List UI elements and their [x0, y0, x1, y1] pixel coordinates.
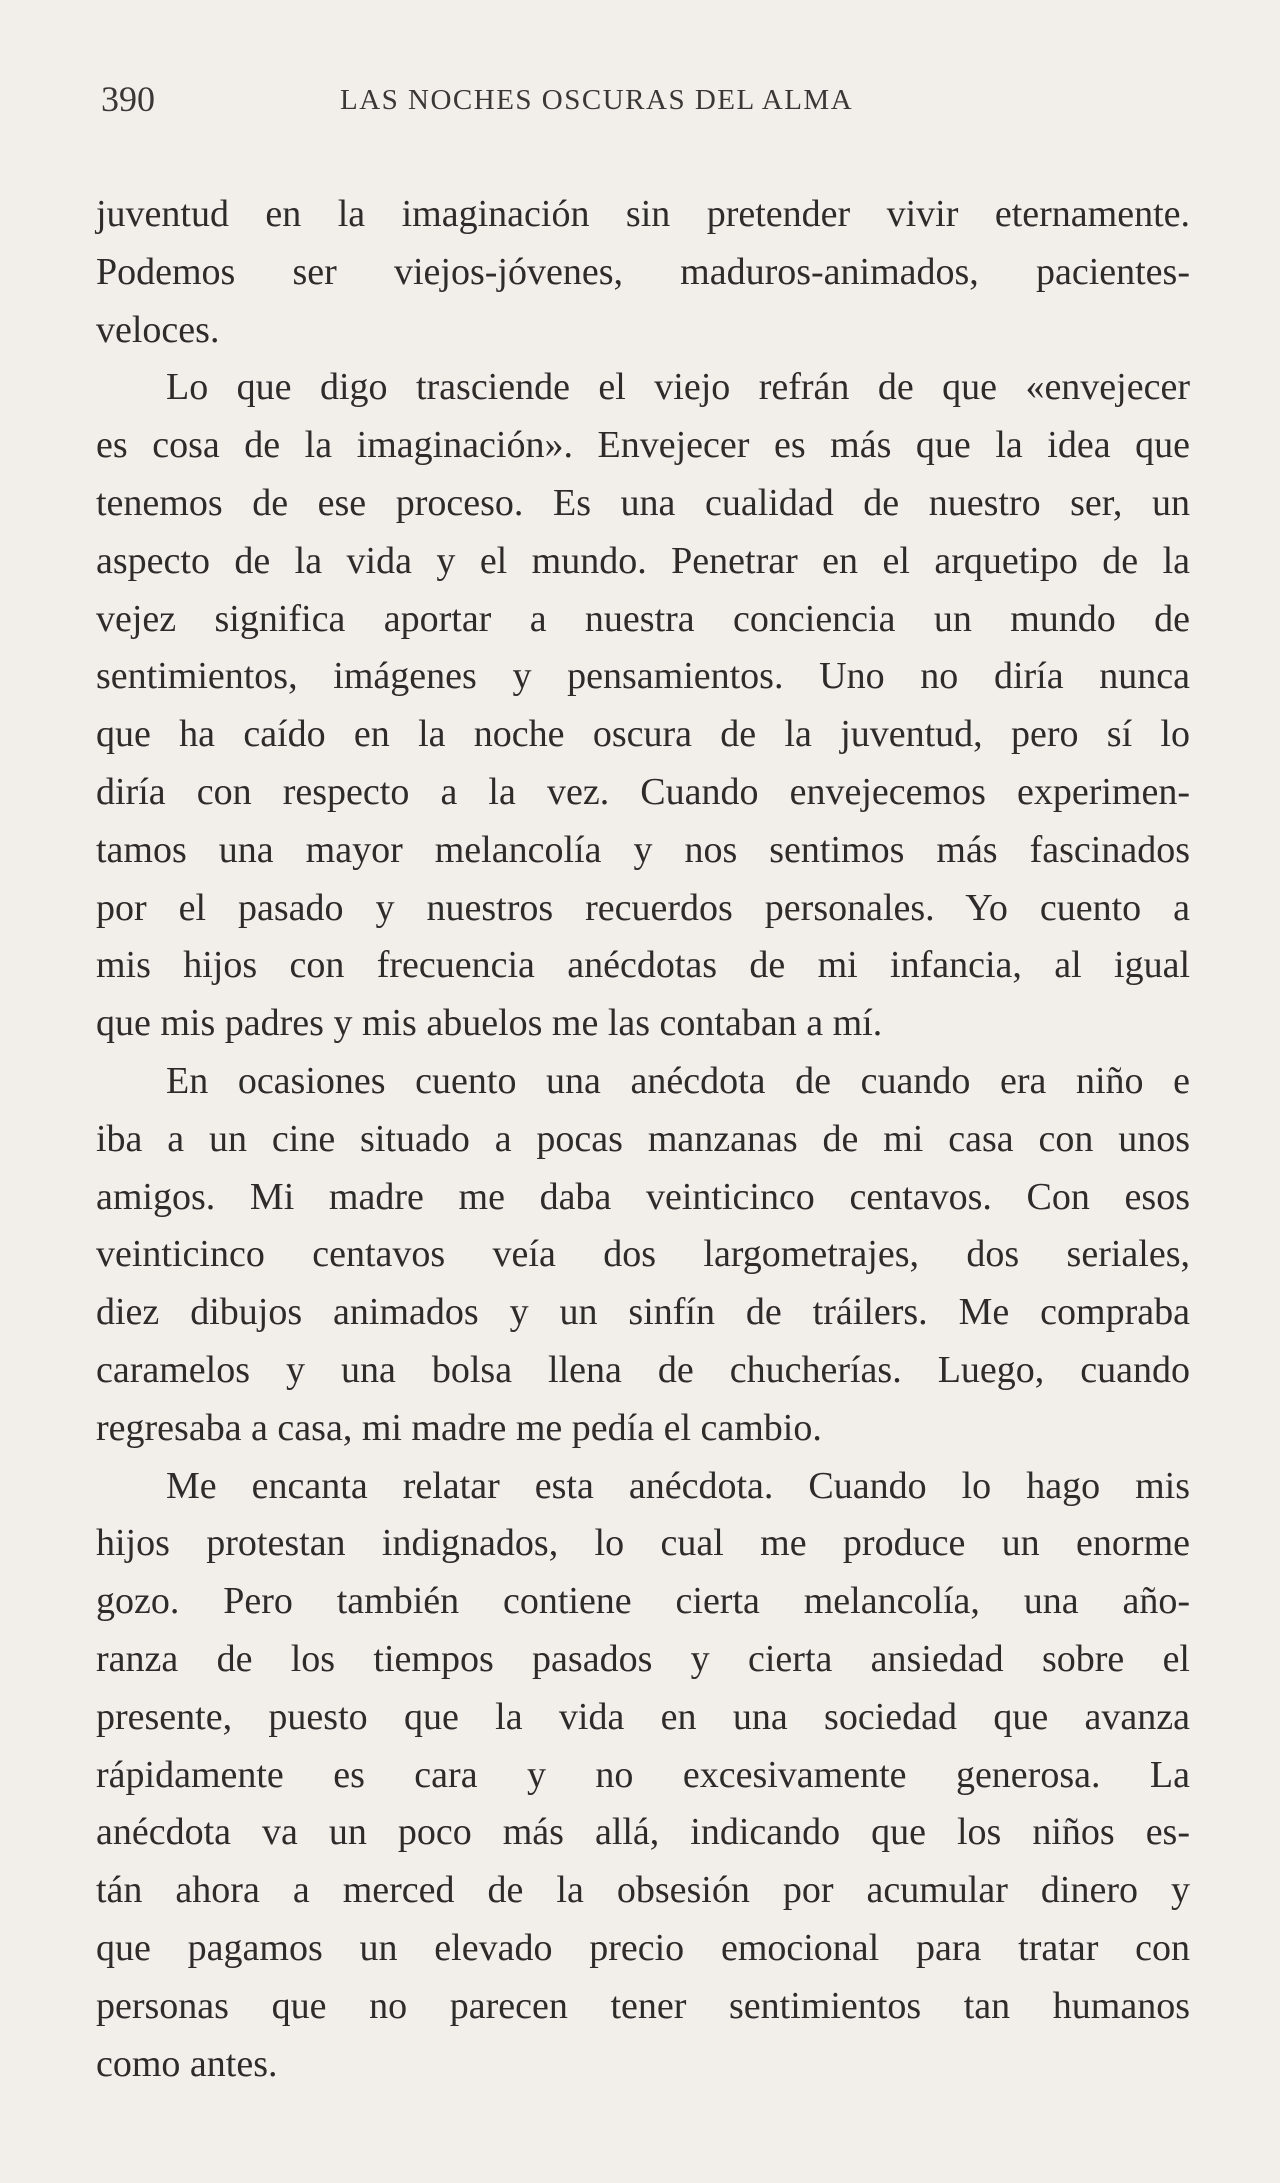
- text-line: En ocasiones cuento una anécdota de cuando era niño e: [166, 1059, 1190, 1102]
- text-line: Podemos ser viejos-jóvenes, maduros-animados, pacientes-: [96, 250, 1190, 293]
- page-number: 390: [101, 79, 155, 119]
- text-line: presente, puesto que la vida en una sociedad que avanza: [96, 1695, 1190, 1738]
- text-line: que mis padres y mis abuelos me las contaban a mí.: [96, 1002, 883, 1045]
- text-line: que ha caído en la noche oscura de la juventud, pero sí lo: [96, 713, 1190, 756]
- text-line: veinticinco centavos veía dos largometrajes, dos seriales,: [96, 1233, 1190, 1276]
- page-header: [0, 78, 1280, 122]
- text-line: amigos. Mi madre me daba veinticinco centavos. Con esos: [96, 1175, 1190, 1218]
- text-line: gozo. Pero también contiene cierta melancolía, una año-: [96, 1580, 1190, 1623]
- text-line: veloces.: [96, 308, 220, 351]
- text-line: diez dibujos animados y un sinfín de tráilers. Me compraba: [96, 1291, 1190, 1334]
- text-line: hijos protestan indignados, lo cual me produce un enorme: [96, 1522, 1190, 1565]
- text-line: Me encanta relatar esta anécdota. Cuando lo hago mis: [166, 1464, 1190, 1507]
- text-line: tamos una mayor melancolía y nos sentimos más fascinados: [96, 828, 1190, 871]
- text-line: aspecto de la vida y el mundo. Penetrar en el arquetipo de la: [96, 539, 1190, 582]
- text-line: juventud en la imaginación sin pretender vivir eternamente.: [96, 193, 1190, 235]
- paragraph: [96, 1458, 1190, 2094]
- text-line: caramelos y una bolsa llena de chucherías. Luego, cuando: [96, 1348, 1190, 1391]
- paragraph: [96, 186, 1190, 359]
- paragraph: [96, 1053, 1190, 1458]
- text-line: iba a un cine situado a pocas manzanas de mi casa con unos: [96, 1117, 1190, 1160]
- text-line: ranza de los tiempos pasados y cierta ansiedad sobre el: [96, 1637, 1190, 1680]
- text-line: rápidamente es cara y no excesivamente generosa. La: [96, 1753, 1190, 1796]
- text-line: sentimientos, imágenes y pensamientos. Uno no diría nunca: [96, 655, 1190, 698]
- text-line: que pagamos un elevado precio emocional para tratar con: [96, 1926, 1190, 1969]
- body-text: [96, 186, 1190, 2093]
- text-line: vejez significa aportar a nuestra conciencia un mundo de: [96, 597, 1190, 640]
- text-line: como antes.: [96, 2042, 278, 2085]
- text-line: tenemos de ese proceso. Es una cualidad de nuestro ser, un: [96, 481, 1190, 524]
- text-line: tán ahora a merced de la obsesión por acumular dinero y: [96, 1869, 1190, 1912]
- text-line: es cosa de la imaginación». Envejecer es más que la idea que: [96, 424, 1190, 467]
- text-line: personas que no parecen tener sentimientos tan humanos: [96, 1984, 1190, 2027]
- paragraph: [96, 359, 1190, 1053]
- text-line: diría con respecto a la vez. Cuando envejecemos experimen-: [96, 770, 1190, 813]
- running-title: LAS NOCHES OSCURAS DEL ALMA: [340, 84, 854, 116]
- text-line: anécdota va un poco más allá, indicando que los niños es-: [96, 1811, 1190, 1854]
- text-line: por el pasado y nuestros recuerdos personales. Yo cuento a: [96, 886, 1190, 929]
- text-line: mis hijos con frecuencia anécdotas de mi infancia, al igual: [96, 944, 1190, 987]
- text-line: regresaba a casa, mi madre me pedía el cambio.: [96, 1406, 822, 1449]
- text-line: Lo que digo trasciende el viejo refrán de que «envejecer: [166, 366, 1190, 409]
